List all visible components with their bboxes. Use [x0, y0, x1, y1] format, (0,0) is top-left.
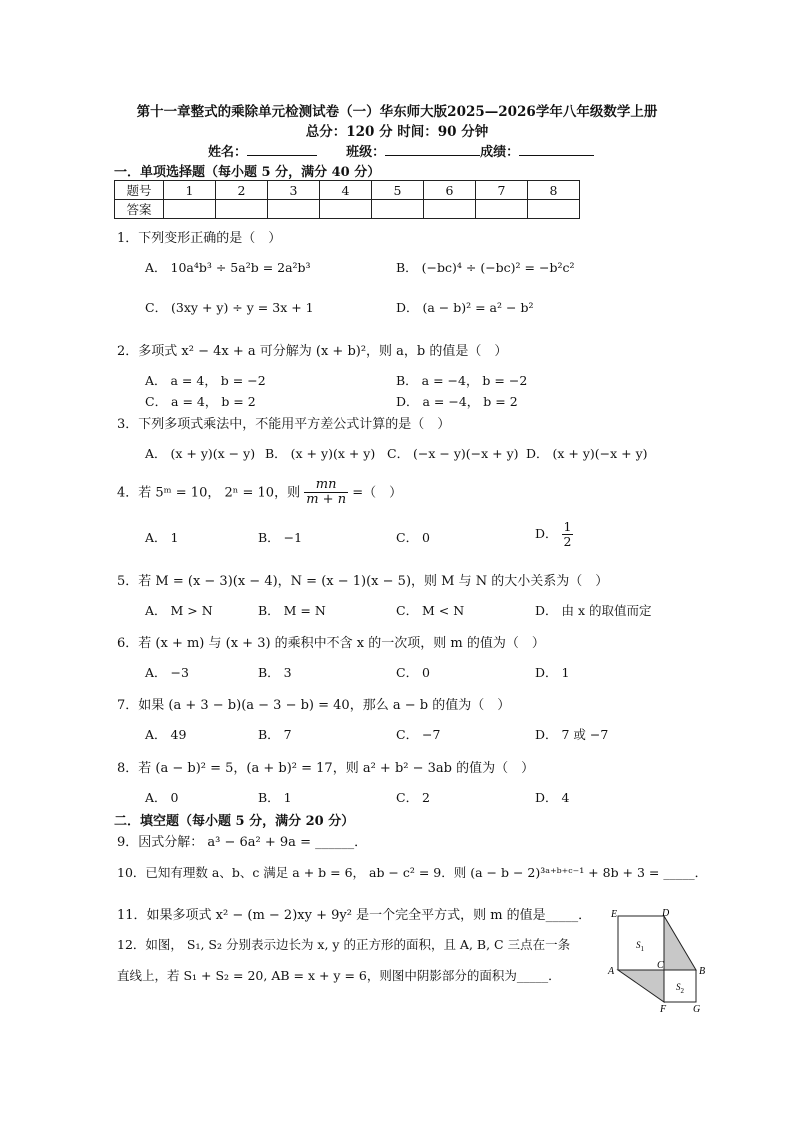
shaded-triangle-upper	[664, 916, 696, 970]
q5-option-c: C． M < N	[396, 603, 465, 618]
answer-cell[interactable]	[476, 200, 528, 219]
q6-option-b: B． 3	[258, 665, 292, 680]
q4-stem-post: =（ ）	[352, 485, 403, 501]
label-g: G	[693, 1004, 701, 1015]
result-label: 成绩：	[480, 145, 520, 160]
q4-option-c: C． 0	[396, 530, 430, 545]
q1-option-c: C． (3xy + y) ÷ y = 3x + 1	[145, 300, 314, 315]
class-blank[interactable]	[385, 155, 480, 156]
label-s1	[636, 940, 645, 953]
label-b: B	[699, 966, 706, 977]
q7-option-b: B． 7	[258, 727, 292, 742]
q5-option-b: B． M = N	[258, 603, 326, 618]
label-c: C	[657, 960, 664, 971]
table-cell: 4	[320, 181, 372, 200]
q7-option-a: A． 49	[145, 727, 187, 742]
label-f: F	[660, 1004, 667, 1015]
student-info-line	[208, 141, 594, 160]
q8-option-c: C． 2	[396, 790, 430, 805]
answer-cell[interactable]	[424, 200, 476, 219]
q4-option-d-label: D．	[535, 525, 558, 541]
label-s2-main: S	[676, 982, 681, 992]
q9-stem: 9．因式分解： a³ − 6a² + 9a = ______．	[117, 835, 368, 850]
section2-title: 二．填空题（每小题 5 分，满分 20 分）	[114, 814, 355, 829]
class-label: 班级：	[346, 145, 386, 160]
q4-stem-pre: 4．若 5ᵐ = 10， 2ⁿ = 10，则	[117, 485, 301, 501]
answer-table	[114, 180, 580, 219]
q1-stem: 1．下列变形正确的是（ ）	[117, 231, 282, 246]
q3-option-d: D． (x + y)(−x + y)	[526, 446, 648, 461]
answer-cell[interactable]	[268, 200, 320, 219]
row-label-number: 题号	[115, 181, 164, 200]
q11-stem: 11．如果多项式 x² − (m − 2)xy + 9y² 是一个完全平方式，则 m 的值是_____．	[117, 908, 592, 923]
answer-cell[interactable]	[372, 200, 424, 219]
table-row	[115, 181, 580, 200]
q3-option-b: B． (x + y)(x + y)	[265, 446, 376, 461]
name-blank[interactable]	[247, 155, 317, 156]
label-s1-main: S	[636, 940, 641, 950]
q4-d-numerator: 1	[563, 519, 572, 534]
q8-stem: 8．若 (a − b)² = 5，(a + b)² = 17，则 a² + b² − 3ab 的值为（ ）	[117, 761, 535, 776]
label-s1-sub: 1	[640, 945, 644, 953]
q3-option-a: A． (x + y)(x − y)	[145, 446, 256, 461]
q4-denominator: m + n	[306, 492, 347, 508]
q12-figure	[602, 908, 712, 1018]
q4-option-a: A． 1	[145, 530, 179, 545]
exam-title: 第十一章整式的乘除单元检测试卷（一）华东师大版2025—2026学年八年级数学上册	[136, 104, 658, 120]
q2-stem: 2．多项式 x² − 4x + a 可分解为 (x + b)²，则 a，b 的值是（ ）	[117, 344, 508, 359]
q7-option-d: D． 7 或 −7	[535, 727, 609, 742]
label-d: D	[662, 908, 670, 919]
table-cell: 5	[372, 181, 424, 200]
q8-option-a: A． 0	[145, 790, 179, 805]
answer-cell[interactable]	[216, 200, 268, 219]
q7-option-c: C． −7	[396, 727, 441, 742]
table-row	[115, 200, 580, 219]
q4-option-d-fraction	[562, 520, 574, 549]
row-label-answer: 答案	[115, 200, 164, 219]
q2-option-c: C． a = 4， b = 2	[145, 394, 256, 409]
q12-stem-line1: 12．如图， S₁, S₂ 分别表示边长为 x, y 的正方形的面积，且 A, B, C 三点在一条	[117, 937, 571, 952]
label-a: A	[608, 966, 615, 977]
q1-option-b: B． (−bc)⁴ ÷ (−bc)² = −b²c²	[396, 260, 575, 275]
q4-stem	[117, 478, 402, 508]
table-cell: 2	[216, 181, 268, 200]
q6-option-d: D． 1	[535, 665, 570, 680]
q5-stem: 5．若 M = (x − 3)(x − 4)，N = (x − 1)(x − 5)，则 M 与 N 的大小关系为（ ）	[117, 574, 609, 589]
q4-option-d	[535, 520, 573, 549]
q4-numerator: mn	[304, 478, 348, 493]
label-s2-sub: 2	[680, 987, 684, 995]
name-label: 姓名：	[208, 145, 248, 160]
answer-cell[interactable]	[164, 200, 216, 219]
q5-option-a: A． M > N	[145, 603, 213, 618]
q10-stem: 10．已知有理数 a、b、c 满足 a + b = 6， ab − c² = 9．则 (a − b − 2)³ᵃ⁺ᵇ⁺ᶜ⁻¹ + 8b + 3 = _____．	[117, 865, 708, 880]
answer-cell[interactable]	[528, 200, 580, 219]
result-blank[interactable]	[519, 155, 594, 156]
score-time: 总分：120 分 时间：90 分钟	[305, 124, 489, 140]
label-s2	[676, 982, 685, 995]
q3-stem: 3．下列多项式乘法中，不能用平方差公式计算的是（ ）	[117, 417, 451, 432]
q6-option-a: A． −3	[145, 665, 189, 680]
q4-option-b: B． −1	[258, 530, 303, 545]
table-cell: 7	[476, 181, 528, 200]
q6-option-c: C． 0	[396, 665, 430, 680]
q7-stem: 7．如果 (a + 3 − b)(a − 3 − b) = 40，那么 a − b 的值为（ ）	[117, 698, 511, 713]
table-cell: 8	[528, 181, 580, 200]
table-cell: 6	[424, 181, 476, 200]
q2-option-d: D． a = −4， b = 2	[396, 394, 518, 409]
q2-option-b: B． a = −4， b = −2	[396, 373, 528, 388]
q4-fraction	[304, 478, 348, 508]
q8-option-d: D． 4	[535, 790, 570, 805]
q4-d-denominator: 2	[563, 533, 572, 549]
q1-option-d: D． (a − b)² = a² − b²	[396, 300, 534, 315]
q3-option-c: C． (−x − y)(−x + y)	[387, 446, 519, 461]
q6-stem: 6．若 (x + m) 与 (x + 3) 的乘积中不含 x 的一次项，则 m 的值为（ ）	[117, 636, 545, 651]
q2-option-a: A． a = 4， b = −2	[145, 373, 266, 388]
table-cell: 3	[268, 181, 320, 200]
q5-option-d: D． 由 x 的取值而定	[535, 603, 652, 618]
answer-cell[interactable]	[320, 200, 372, 219]
q1-option-a: A． 10a⁴b³ ÷ 5a²b = 2a²b³	[145, 260, 311, 275]
label-e: E	[611, 909, 618, 920]
q8-option-b: B． 1	[258, 790, 292, 805]
q12-stem-line2: 直线上，若 S₁ + S₂ = 20, AB = x + y = 6，则图中阴影部分的面积为_____．	[117, 968, 561, 983]
section1-title: 一．单项选择题（每小题 5 分，满分 40 分）	[114, 165, 381, 180]
table-cell: 1	[164, 181, 216, 200]
shaded-triangle-lower	[618, 970, 664, 1002]
